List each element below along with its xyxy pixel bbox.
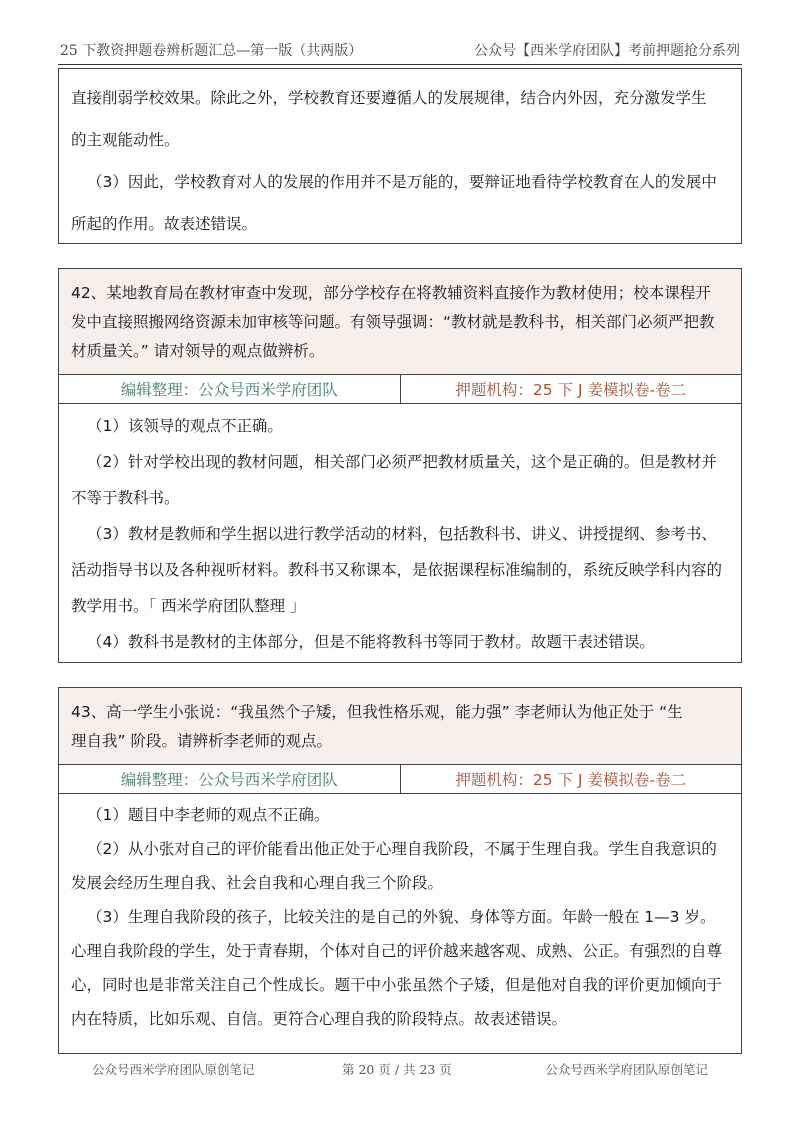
source-credit: 押题机构：25 下 J 姜模拟卷-卷二 (455, 381, 687, 399)
page-footer (58, 1060, 742, 1080)
question-42-answer (59, 404, 741, 668)
question-42-text (59, 269, 741, 375)
question-line: 42、某地教育局在教材审查中发现，部分学校存在将教辅资料直接作为教材使用；校本课程开 (71, 284, 711, 302)
answer-line: 心，同时也是非常关注自己个性成长。题干中小张虽然个子矮，但是他对自我的评价更加倾向于 (71, 976, 723, 994)
editor-credit: 编辑整理：公众号西米学府团队 (59, 375, 401, 403)
question-42-meta-row (59, 375, 741, 404)
continuation-line: 所起的作用。故表述错误。 (71, 215, 258, 233)
header-right-title: 公众号【西米学府团队】考前押题抢分系列 (474, 43, 740, 59)
question-line: 43、高一学生小张说：“我虽然个子矮，但我性格乐观，能力强” 李老师认为他正处于 “生 (71, 703, 683, 721)
source-credit: 押题机构：25 下 J 姜模拟卷-卷二 (455, 771, 687, 789)
answer-line: 不等于教科书。 (71, 489, 180, 507)
question-43-box (58, 687, 742, 1054)
editor-credit: 编辑整理：公众号西米学府团队 (59, 765, 401, 793)
question-42-box (58, 268, 742, 663)
answer-line: 心理自我阶段的学生，处于青春期，个体对自己的评价越来越客观、成熟、公正。有强烈的自尊 (71, 942, 723, 960)
answer-line: （4）教科书是教材的主体部分，但是不能将教科书等同于教材。故题干表述错误。 (87, 633, 655, 651)
answer-line: 内在特质，比如乐观、自信。更符合心理自我的阶段特点。故表述错误。 (71, 1010, 568, 1028)
answer-line: （2）针对学校出现的教材问题，相关部门必须严把教材质量关，这个是正确的。但是教材并 (87, 453, 717, 471)
continuation-line: （3）因此，学校教育对人的发展的作用并不是万能的，要辩证地看待学校教育在人的发展中 (87, 173, 717, 191)
page-number: 第 20 页 / 共 23 页 (342, 1062, 452, 1077)
page-header (58, 38, 742, 65)
header-left-title: 25 下教资押题卷辨析题汇总—第一版（共两版） (60, 43, 363, 59)
question-line: 理自我” 阶段。请辨析李老师的观点。 (71, 732, 332, 750)
answer-line: 活动指导书以及各种视听材料。教科书又称课本，是依据课程标准编制的，系统反映学科内容的 (71, 561, 723, 579)
question-43-meta-row (59, 765, 741, 794)
question-43-text (59, 688, 741, 765)
answer-line: （2）从小张对自己的评价能看出他正处于心理自我阶段，不属于生理自我。学生自我意识的 (87, 840, 717, 858)
question-line: 材质量关。” 请对领导的观点做辨析。 (71, 342, 325, 360)
answer-line: （1）该领导的观点不正确。 (87, 417, 283, 435)
footer-left: 公众号西米学府团队原创笔记 (92, 1062, 255, 1077)
answer-line: 教学用书。「 西米学府团队整理 」 (71, 597, 306, 615)
continuation-answer-box (58, 68, 742, 244)
answer-line: （3）教材是教师和学生据以进行教学活动的材料，包括教科书、讲义、讲授提纲、参考书、 (87, 525, 717, 543)
continuation-line: 直接削弱学校效果。除此之外，学校教育还要遵循人的发展规律，结合内外因，充分激发学生 (71, 89, 707, 107)
footer-right: 公众号西米学府团队原创笔记 (545, 1062, 708, 1077)
question-line: 发中直接照搬网络资源未加审核等问题。有领导强调：“教材就是教科书，相关部门必须严把教 (71, 313, 715, 331)
continuation-line: 的主观能动性。 (71, 131, 180, 149)
answer-line: （1）题目中李老师的观点不正确。 (87, 806, 330, 824)
answer-line: 发展会经历生理自我、社会自我和心理自我三个阶段。 (71, 874, 444, 892)
answer-line: （3）生理自我阶段的孩子，比较关注的是自己的外貌、身体等方面。年龄一般在 1—3 岁。 (87, 908, 716, 926)
question-43-answer (59, 794, 741, 1044)
